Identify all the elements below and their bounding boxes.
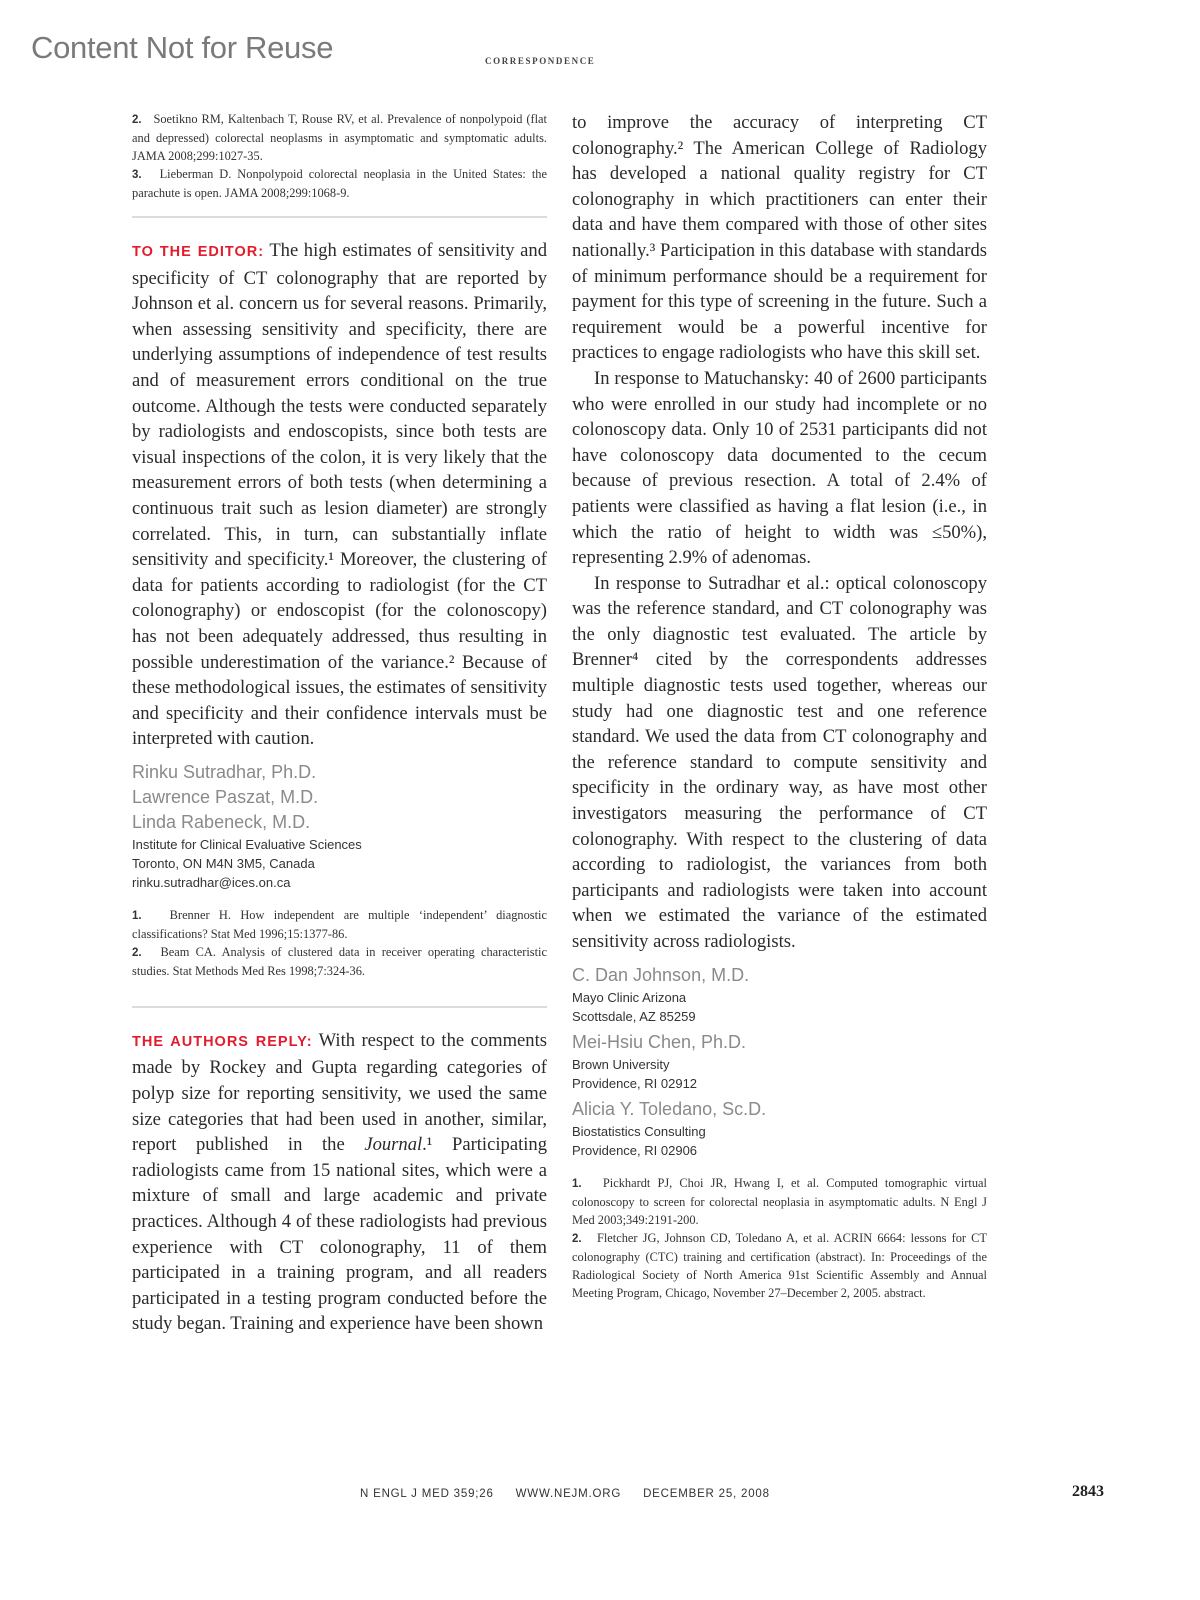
author-email[interactable]: rinku.sutradhar@ices.on.ca	[132, 874, 291, 890]
author-name: Alicia Y. Toledano, Sc.D.	[572, 1098, 767, 1119]
letter-references	[132, 906, 547, 980]
author-name: Rinku Sutradhar, Ph.D.	[132, 761, 317, 782]
section-header: correspondence	[485, 52, 596, 67]
affiliation: Biostatistics Consulting	[572, 1123, 706, 1139]
reference-item: 1. Brenner H. How independent are multiple ‘independent’ diagnostic classifications? Stat Med 1996;15:1377-86.	[132, 907, 548, 941]
letter-signature	[132, 760, 547, 892]
journal-website[interactable]: WWW.NEJM.ORG	[515, 1488, 622, 1500]
journal-citation: N ENGL J MED 359;26	[360, 1488, 494, 1500]
page-footer	[360, 1488, 788, 1500]
right-column	[572, 110, 987, 1302]
affiliation: Institute for Clinical Evaluative Sciences	[132, 836, 362, 852]
reference-item: 2. Beam CA. Analysis of clustered data in receiver operating characteristic studies. Stat Methods Med Res 1998;7:324-36.	[132, 944, 548, 978]
reply-paragraph: to improve the accuracy of interpreting CT colonography.² The American College of Radiology has developed a national quality registry for CT colonography in which practitioners can enter their data and have them compared with those of other sites nationally.³ Participation in this database with standards of minimum performance should be a requirement for payment for this type of screening in the future. Such a requirement would be a powerful incentive for practices to engage radiologists who have this skill set.	[572, 112, 987, 364]
affiliation: Mayo Clinic Arizona	[572, 989, 687, 1005]
reply-references	[572, 1174, 987, 1302]
letter-body: TO THE EDITOR: The high estimates of sensitivity and specificity of CT colonography that are reported by Johnson et al. concern us for several reasons. Primarily, when assessing sensitivity and specificity, there are underlying assumptions of independence of test results and of measurement errors conditional on the true outcome. Although the tests were conducted separately by radiologists and endoscopists, since both tests are visual inspections of the colon, it is very likely that the measurement errors of both tests (when determining a continuous trait such as lesion diameter) are strongly correlated. This, in turn, can substantially inflate sensitivity and specificity.¹ Moreover, the clustering of data for patients according to radiologist (for the CT colonography) or endoscopist (for the colonoscopy) has not been adequately addressed, thus resulting in possible underestimation of the variance.² Because of these methodological issues, the estimates of sensitivity and specificity and their confidence intervals must be interpreted with caution.	[132, 240, 548, 750]
reference-item: 3. Lieberman D. Nonpolypoid colorectal neoplasia in the United States: the parachute is open. JAMA 2008;299:1068-9.	[132, 167, 547, 200]
author-name: Lawrence Paszat, M.D.	[132, 786, 319, 807]
reply-body: THE AUTHORS REPLY: With respect to the comments made by Rockey and Gupta regarding categories of polyp size for reporting sensitivity, we used the same size categories that had been used in another, similar, report published in the Journal.¹ Participating radiologists came from 15 national sites, which were a mixture of small and large academic and private practices. Although 4 of these radiologists had previous experience with CT colonography, 11 of them participated in a training program, and all readers participated in a testing program conducted before the study began. Training and experience have been shown	[132, 1029, 547, 1335]
author-name: C. Dan Johnson, M.D.	[572, 964, 750, 985]
reply-paragraph: In response to Matuchansky: 40 of 2600 participants who were enrolled in our study had incomplete or no colonoscopy data. Only 10 of 2531 participants did not have colonoscopy data documented to the cecum because of previous resection. A total of 2.4% of patients were classified as having a flat lesion (i.e., in which the ratio of height to width was ≤50%), representing 2.9% of adenomas.	[572, 367, 987, 569]
reference-item: 2. Fletcher JG, Johnson CD, Toledano A, et al. ACRIN 6664: lessons for CT colonography (CTC) training and certification (abstract). In: Proceedings of the Radiological Society of North America 91st Scientific Assembly and Annual Meeting Program, Chicago, November 27–December 2, 2005. abstract.	[572, 1230, 987, 1300]
affiliation-address: Providence, RI 02912	[572, 1075, 698, 1091]
issue-date: DECEMBER 25, 2008	[643, 1488, 770, 1500]
reply-paragraph: In response to Sutradhar et al.: optical colonoscopy was the reference standard, and CT colonography was the only diagnostic test evaluated. The article by Brenner⁴ cited by the correspondents addresses multiple diagnostic tests used together, whereas our study had one diagnostic test and one reference standard. We used the data from CT colonography and the reference standard to compute sensitivity and specificity in the ordinary way, as have most other investigators measuring the performance of CT colonography. With respect to the clustering of data according to radiologist, the variances from both participants and radiologists were taken into account when we estimated the variance of the estimated sensitivity across radiologists.	[572, 572, 987, 952]
left-column	[132, 110, 547, 1337]
affiliation-address: Providence, RI 02906	[572, 1142, 698, 1158]
reference-item: 2. Soetikno RM, Kaltenbach T, Rouse RV, et al. Prevalence of nonpolypoid (flat and depressed) colorectal neoplasms in asymptomatic and symptomatic adults. JAMA 2008;299:1027-35.	[132, 112, 547, 163]
affiliation-address: Scottsdale, AZ 85259	[572, 1008, 696, 1024]
affiliation: Brown University	[572, 1056, 670, 1072]
divider	[132, 1006, 547, 1008]
divider	[132, 216, 547, 218]
page-number: 2843	[1072, 1483, 1104, 1500]
author-name: Linda Rabeneck, M.D.	[132, 811, 311, 832]
reference-item: 1. Pickhardt PJ, Choi JR, Hwang I, et al. Computed tomographic virtual colonoscopy to screen for colorectal neoplasia in asymptomatic adults. N Engl J Med 2003;349:2191-200.	[572, 1175, 987, 1227]
affiliation-address: Toronto, ON M4N 3M5, Canada	[132, 855, 315, 871]
letter-kicker: TO THE EDITOR:	[132, 244, 265, 260]
watermark: Content Not for Reuse	[31, 30, 334, 65]
reply-kicker: THE AUTHORS REPLY:	[132, 1033, 313, 1050]
author-name: Mei-Hsiu Chen, Ph.D.	[572, 1031, 747, 1052]
reply-signature	[572, 963, 987, 1160]
